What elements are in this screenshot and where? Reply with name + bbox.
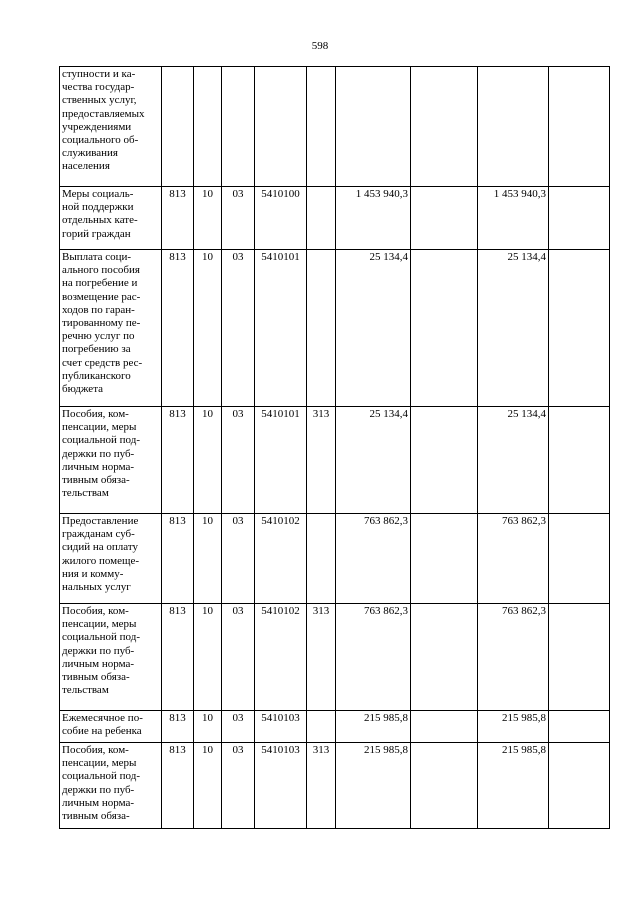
row-name-cell: Предоставление гражданам суб- сидий на оплату жилого помеще- ния и комму- нальных услуг bbox=[60, 514, 162, 604]
row-amount-cell: 25 134,4 bbox=[336, 250, 411, 407]
row-subsection-cell: 03 bbox=[222, 187, 255, 250]
row-name-cell: Меры социаль- ной поддержки отдельных кате- горий граждан bbox=[60, 187, 162, 250]
row-grbs-cell: 813 bbox=[162, 250, 194, 407]
row-target-article-cell: 5410103 bbox=[255, 711, 307, 743]
row-subsection-cell: 03 bbox=[222, 407, 255, 514]
row-amount-3-cell: 25 134,4 bbox=[478, 407, 549, 514]
table-row bbox=[60, 407, 610, 514]
row-grbs-cell: 813 bbox=[162, 514, 194, 604]
row-section-cell: 10 bbox=[194, 604, 222, 711]
row-amount-3-cell bbox=[478, 67, 549, 187]
row-subsection-cell: 03 bbox=[222, 604, 255, 711]
row-amount-4-cell bbox=[549, 187, 610, 250]
table-row bbox=[60, 711, 610, 743]
row-amount-2-cell bbox=[411, 67, 478, 187]
row-amount-2-cell bbox=[411, 250, 478, 407]
budget-table bbox=[59, 66, 610, 829]
row-amount-cell: 215 985,8 bbox=[336, 743, 411, 829]
row-expense-type-cell: 313 bbox=[307, 743, 336, 829]
row-name-cell: ступности и ка- чества государ- ственных услуг, предоставляемых учреждениями социального об- служивания населения bbox=[60, 67, 162, 187]
row-amount-3-cell: 763 862,3 bbox=[478, 604, 549, 711]
row-amount-4-cell bbox=[549, 407, 610, 514]
row-amount-4-cell bbox=[549, 514, 610, 604]
row-name-cell: Пособия, ком- пенсации, меры социальной под- держки по пуб- личным норма- тивным обяза- bbox=[60, 743, 162, 829]
row-amount-cell: 1 453 940,3 bbox=[336, 187, 411, 250]
row-grbs-cell: 813 bbox=[162, 711, 194, 743]
row-section-cell bbox=[194, 67, 222, 187]
row-amount-2-cell bbox=[411, 743, 478, 829]
table-row bbox=[60, 743, 610, 829]
row-expense-type-cell bbox=[307, 250, 336, 407]
row-subsection-cell bbox=[222, 67, 255, 187]
row-amount-2-cell bbox=[411, 604, 478, 711]
row-amount-3-cell: 25 134,4 bbox=[478, 250, 549, 407]
row-name-cell: Выплата соци- ального пособия на погребение и возмещение рас- ходов по гаран- тированному пе- речню услуг по погребению за счет средств рес- публиканского бюджета bbox=[60, 250, 162, 407]
row-expense-type-cell: 313 bbox=[307, 407, 336, 514]
row-target-article-cell bbox=[255, 67, 307, 187]
row-grbs-cell: 813 bbox=[162, 407, 194, 514]
row-amount-4-cell bbox=[549, 711, 610, 743]
row-target-article-cell: 5410102 bbox=[255, 604, 307, 711]
row-amount-3-cell: 1 453 940,3 bbox=[478, 187, 549, 250]
row-section-cell: 10 bbox=[194, 250, 222, 407]
table-row bbox=[60, 187, 610, 250]
row-target-article-cell: 5410102 bbox=[255, 514, 307, 604]
row-amount-2-cell bbox=[411, 187, 478, 250]
table-row bbox=[60, 514, 610, 604]
row-subsection-cell: 03 bbox=[222, 250, 255, 407]
row-grbs-cell bbox=[162, 67, 194, 187]
row-amount-4-cell bbox=[549, 67, 610, 187]
table-row bbox=[60, 250, 610, 407]
row-expense-type-cell bbox=[307, 67, 336, 187]
row-amount-cell: 215 985,8 bbox=[336, 711, 411, 743]
row-grbs-cell: 813 bbox=[162, 743, 194, 829]
row-target-article-cell: 5410101 bbox=[255, 250, 307, 407]
row-expense-type-cell bbox=[307, 711, 336, 743]
row-section-cell: 10 bbox=[194, 514, 222, 604]
row-section-cell: 10 bbox=[194, 711, 222, 743]
row-subsection-cell: 03 bbox=[222, 514, 255, 604]
row-section-cell: 10 bbox=[194, 187, 222, 250]
row-name-cell: Ежемесячное по- собие на ребенка bbox=[60, 711, 162, 743]
row-target-article-cell: 5410101 bbox=[255, 407, 307, 514]
row-section-cell: 10 bbox=[194, 743, 222, 829]
row-grbs-cell: 813 bbox=[162, 187, 194, 250]
row-amount-3-cell: 215 985,8 bbox=[478, 743, 549, 829]
row-amount-2-cell bbox=[411, 407, 478, 514]
row-grbs-cell: 813 bbox=[162, 604, 194, 711]
row-section-cell: 10 bbox=[194, 407, 222, 514]
table-row bbox=[60, 604, 610, 711]
row-expense-type-cell bbox=[307, 187, 336, 250]
row-name-cell: Пособия, ком- пенсации, меры социальной под- держки по пуб- личным норма- тивным обяза- тельствам bbox=[60, 407, 162, 514]
row-subsection-cell: 03 bbox=[222, 743, 255, 829]
page-number: 598 bbox=[311, 40, 329, 52]
row-subsection-cell: 03 bbox=[222, 711, 255, 743]
row-amount-4-cell bbox=[549, 743, 610, 829]
row-amount-cell: 763 862,3 bbox=[336, 514, 411, 604]
row-target-article-cell: 5410100 bbox=[255, 187, 307, 250]
row-amount-cell bbox=[336, 67, 411, 187]
row-amount-4-cell bbox=[549, 250, 610, 407]
row-target-article-cell: 5410103 bbox=[255, 743, 307, 829]
row-amount-3-cell: 763 862,3 bbox=[478, 514, 549, 604]
row-expense-type-cell: 313 bbox=[307, 604, 336, 711]
row-name-cell: Пособия, ком- пенсации, меры социальной под- держки по пуб- личным норма- тивным обяза- тельствам bbox=[60, 604, 162, 711]
row-amount-cell: 25 134,4 bbox=[336, 407, 411, 514]
row-amount-cell: 763 862,3 bbox=[336, 604, 411, 711]
row-amount-2-cell bbox=[411, 514, 478, 604]
row-amount-4-cell bbox=[549, 604, 610, 711]
row-amount-3-cell: 215 985,8 bbox=[478, 711, 549, 743]
row-amount-2-cell bbox=[411, 711, 478, 743]
table-row bbox=[60, 67, 610, 187]
row-expense-type-cell bbox=[307, 514, 336, 604]
